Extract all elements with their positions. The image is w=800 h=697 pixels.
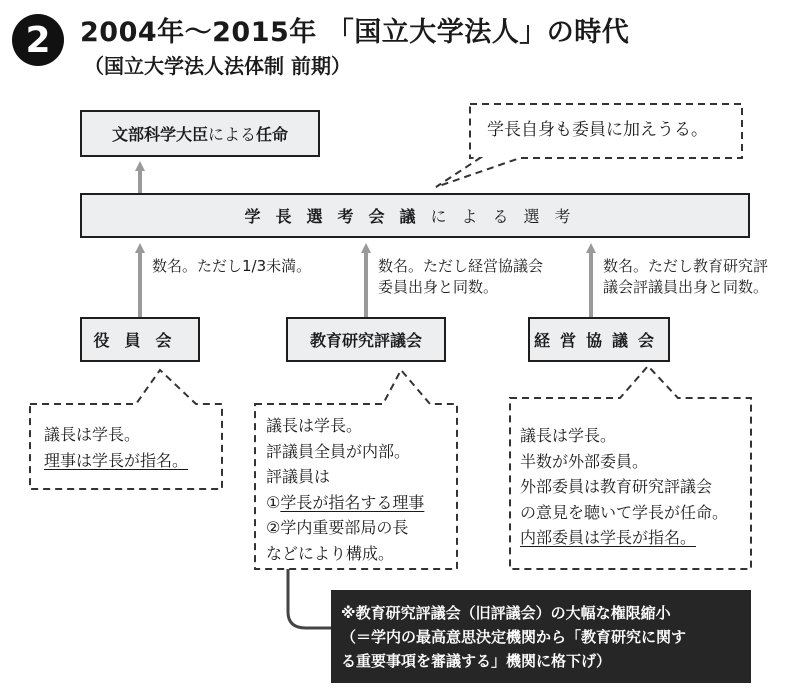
note-center [378,256,543,298]
conclusion-box [331,590,751,683]
top-bubble-outline [436,104,742,187]
minister-appointment-box [80,110,320,157]
right-bubble-line: 外部委員は教育研究評議会 [520,477,713,496]
note-left [152,256,311,277]
left-bubble-text [44,422,188,473]
appointment-label: 任命 [256,125,289,144]
note-center-line: 数名。ただし経営協議会 [378,257,544,275]
center-bubble-text [266,413,424,566]
minister-label: 文部科学大臣 [111,125,208,144]
center-bubble-line: 議長は学長。 [266,416,363,435]
board-of-directors-box [80,317,200,362]
note-right-line: 数名。ただし教育研究評 [603,257,769,275]
note-right [603,256,768,298]
minister-by-label: による [207,125,256,144]
left-bubble-line: 議長は学長。 [44,425,141,444]
section-number-badge [12,14,64,66]
conclusion-line: ※教育研究評議会（旧評議会）の大幅な権限縮小 [341,604,671,622]
right-bubble-line: 内部委員は学長が指名。 [520,528,697,547]
center-bubble-line: などにより構成。 [266,543,395,563]
board-of-directors-label: 役員会 [93,331,187,350]
note-left-line: 数名。ただし1/3未満。 [152,257,312,275]
center-bubble-line: ②学内重要部局の長 [266,518,409,537]
right-bubble-line: の意見を聴いて学長が任命。 [520,502,729,522]
section-number: 2 [25,19,51,61]
page-title: 2004年～2015年 「国立大学法人」の時代 [80,17,630,48]
page-subtitle: （国立大学法人法体制 前期） [84,54,351,78]
selection-by-label: による選考 [430,207,586,226]
right-bubble-text [520,423,728,551]
conclusion-line: る重要事項を審議する」機関に格下げ） [341,652,612,670]
note-right-line: 議会評議員出身と同数。 [603,278,769,296]
right-bubble-line: 半数が外部委員。 [520,451,649,471]
management-council-box [528,317,670,362]
education-research-council-label: 教育研究評議会 [309,331,422,350]
left-bubble-line: 理事は学長が指名。 [44,450,189,470]
center-bubble-prefix: ① [266,492,281,512]
center-bubble-underlined: 学長が指名する理事 [280,492,425,512]
education-research-council-box [286,317,446,362]
management-council-label: 経営協議会 [533,331,664,350]
center-bubble-line: 評議員は [266,467,331,486]
conclusion-line: （＝学内の最高意思決定機関から「教育研究に関す [341,628,687,646]
conclusion-connector [288,569,331,628]
selection-committee-box [80,193,750,238]
note-center-line: 委員出身と同数。 [378,278,499,296]
center-bubble-line [266,490,424,516]
right-bubble-line: 議長は学長。 [520,426,617,445]
center-bubble-line: 評議員全員が内部。 [266,441,411,461]
selection-committee-label: 学長選考会議 [244,207,431,226]
top-bubble-text: 学長自身も委員に加えうる。 [487,120,708,140]
